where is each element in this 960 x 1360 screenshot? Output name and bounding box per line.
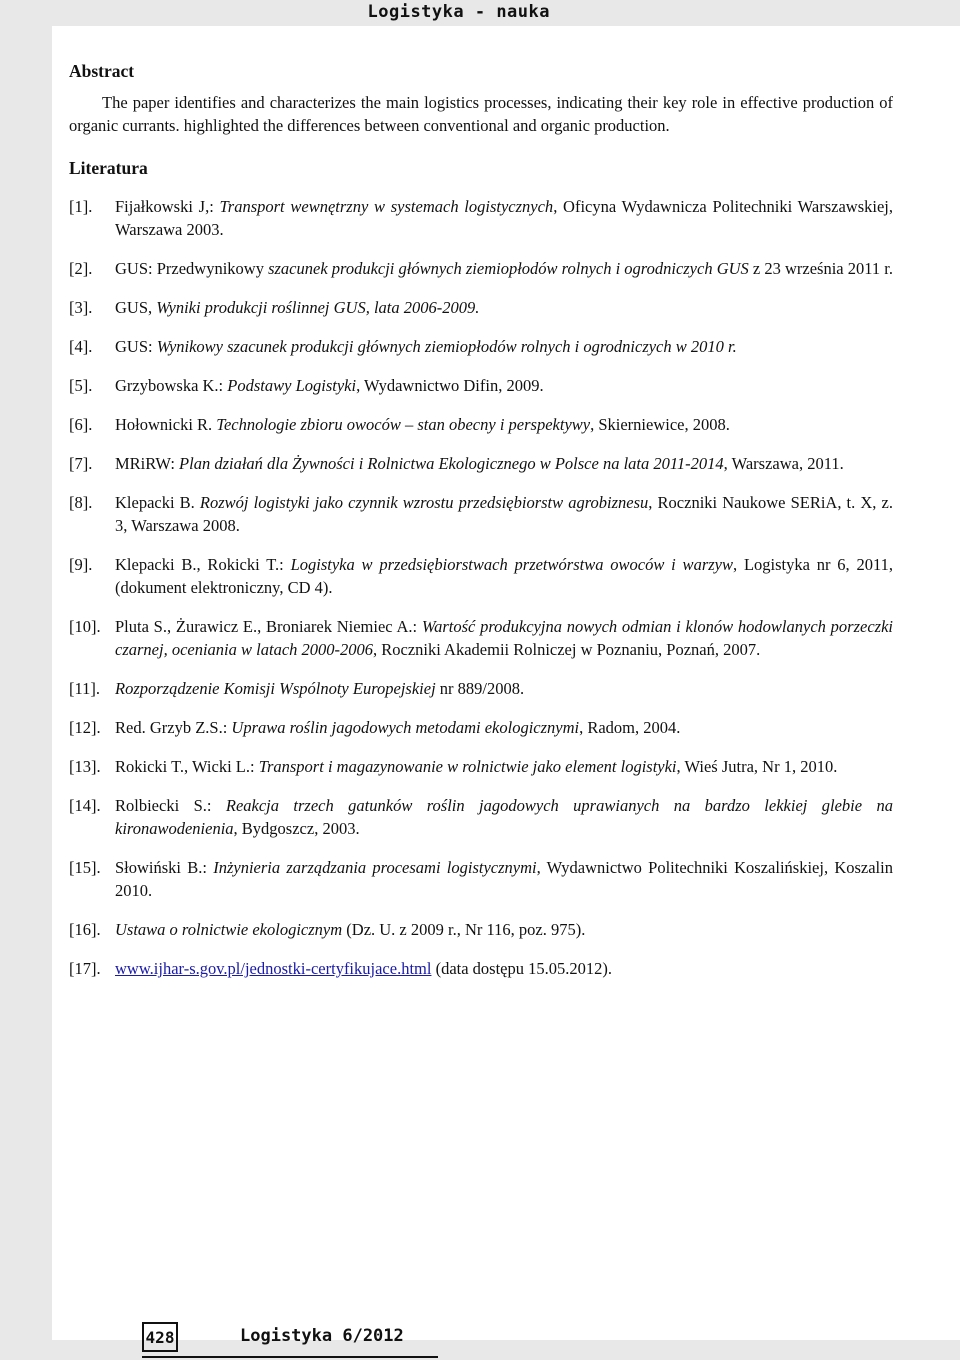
reference-number: [1].	[69, 197, 93, 216]
reference-title: Inżynieria zarządzania procesami logistycznymi	[213, 858, 537, 877]
reference-number: [2].	[69, 259, 93, 278]
reference-number: [14].	[69, 796, 101, 815]
reference-text	[115, 677, 893, 700]
reference-title: Plan działań dla Żywności i Rolnictwa Ekologicznego w Polsce na lata 2011-2014	[179, 454, 724, 473]
reference-number: [5].	[69, 376, 93, 395]
reference-segment: Rokicki T., Wicki L.:	[115, 757, 259, 776]
reference-list	[69, 195, 893, 980]
reference-segment: , Wieś Jutra, Nr 1, 2010.	[676, 757, 838, 776]
page-number: 428	[142, 1322, 178, 1352]
reference-text	[115, 553, 893, 599]
reference-segment: , Oficyna Wydawnicza Politechniki Warszawskiej, Warszawa 2003.	[115, 197, 893, 239]
reference-number: [17].	[69, 959, 101, 978]
reference-segment: (data dostępu 15.05.2012).	[431, 959, 613, 978]
reference-title: Rozporządzenie Komisji Wspólnoty Europejskiej	[115, 679, 436, 698]
reference-title: Wyniki produkcji roślinnej GUS, lata 2006-2009.	[156, 298, 480, 317]
page	[52, 26, 960, 1347]
reference-item	[69, 413, 893, 436]
reference-number: [3].	[69, 298, 93, 317]
reference-item	[69, 374, 893, 397]
reference-item	[69, 615, 893, 661]
reference-text	[115, 755, 893, 778]
reference-text	[115, 413, 893, 436]
content	[69, 60, 893, 996]
reference-segment: , Logistyka nr 6, 2011, (dokument elektroniczny, CD 4).	[115, 555, 893, 597]
reference-text	[115, 856, 893, 902]
reference-segment: , Wydawnictwo Difin, 2009.	[356, 376, 544, 395]
reference-title: Logistyka w przedsiębiorstwach przetwórstwa owoców i warzyw	[290, 555, 733, 574]
reference-text	[115, 794, 893, 840]
reference-segment: Red. Grzyb Z.S.:	[115, 718, 232, 737]
reference-number: [11].	[69, 679, 101, 698]
literatura-heading: Literatura	[69, 158, 148, 178]
reference-segment: , Skierniewice, 2008.	[590, 415, 730, 434]
reference-segment: , Roczniki Naukowe SERiA, t. X, z. 3, Warszawa 2008.	[115, 493, 893, 535]
reference-item	[69, 856, 893, 902]
reference-segment: Klepacki B., Rokicki T.:	[115, 555, 291, 574]
reference-title: Transport wewnętrzny w systemach logistycznych	[219, 197, 554, 216]
reference-segment: , Radom, 2004.	[579, 718, 681, 737]
reference-segment: , Roczniki Akademii Rolniczej w Poznaniu, Poznań, 2007.	[373, 640, 761, 659]
footer-rule	[142, 1356, 438, 1358]
reference-segment: GUS:	[115, 337, 157, 356]
reference-title: Technologie zbioru owoców – stan obecny i perspektywy	[216, 415, 591, 434]
page-footer	[142, 1322, 438, 1360]
reference-number: [12].	[69, 718, 101, 737]
reference-segment: Grzybowska K.:	[115, 376, 228, 395]
reference-item	[69, 794, 893, 840]
reference-item	[69, 452, 893, 475]
reference-item	[69, 755, 893, 778]
header-title: Logistyka - nauka	[367, 2, 550, 22]
reference-segment: , Warszawa, 2011.	[723, 454, 844, 473]
reference-title: Ustawa o rolnictwie ekologicznym	[115, 920, 343, 939]
reference-text	[115, 335, 893, 358]
reference-segment: Pluta S., Żurawicz E., Broniarek Niemiec A.:	[115, 617, 422, 636]
reference-text	[115, 257, 893, 280]
reference-text	[115, 615, 893, 661]
reference-segment: Słowiński B.:	[115, 858, 214, 877]
reference-text	[115, 296, 893, 319]
reference-segment: Klepacki B.	[115, 493, 200, 512]
reference-item	[69, 257, 893, 280]
reference-segment: GUS,	[115, 298, 157, 317]
reference-title: Reakcja trzech gatunków roślin jagodowych uprawianych na bardzo lekkiej glebie na kironawodenienia	[115, 796, 893, 838]
abstract-heading: Abstract	[69, 61, 135, 81]
reference-title: Rozwój logistyki jako czynnik wzrostu przedsiębiorstw agrobiznesu	[199, 493, 649, 512]
reference-item	[69, 296, 893, 319]
reference-segment: GUS: Przedwynikowy	[115, 259, 269, 278]
reference-segment: Rolbiecki S.:	[115, 796, 226, 815]
reference-title: Uprawa roślin jagodowych metodami ekologicznymi	[231, 718, 580, 737]
reference-title: Transport i magazynowanie w rolnictwie jako element logistyki	[258, 757, 677, 776]
reference-item	[69, 716, 893, 739]
running-header	[0, 0, 960, 26]
reference-number: [6].	[69, 415, 93, 434]
reference-segment: (Dz. U. z 2009 r., Nr 116, poz. 975).	[342, 920, 586, 939]
reference-text	[115, 195, 893, 241]
reference-title: Wynikowy szacunek produkcji głównych ziemiopłodów rolnych i ogrodniczych w 2010 r.	[156, 337, 737, 356]
reference-number: [10].	[69, 617, 101, 636]
reference-text	[115, 957, 893, 980]
reference-segment: z 23 września 2011 r.	[748, 259, 893, 278]
reference-link[interactable]: www.ijhar-s.gov.pl/jednostki-certyfikujace.html	[115, 959, 432, 978]
reference-number: [16].	[69, 920, 101, 939]
reference-title: szacunek produkcji głównych ziemiopłodów rolnych i ogrodniczych GUS	[268, 259, 749, 278]
reference-item	[69, 195, 893, 241]
reference-title: Podstawy Logistyki	[227, 376, 357, 395]
reference-item	[69, 677, 893, 700]
reference-item	[69, 491, 893, 537]
reference-item	[69, 957, 893, 980]
reference-item	[69, 335, 893, 358]
reference-number: [9].	[69, 555, 93, 574]
reference-segment: Fijałkowski J,:	[115, 197, 220, 216]
reference-text	[115, 374, 893, 397]
reference-text	[115, 716, 893, 739]
reference-number: [4].	[69, 337, 93, 356]
reference-text	[115, 452, 893, 475]
journal-title: Logistyka 6/2012	[240, 1326, 404, 1346]
reference-number: [8].	[69, 493, 93, 512]
reference-segment: , Bydgoszcz, 2003.	[233, 819, 360, 838]
reference-segment: Hołownicki R.	[115, 415, 217, 434]
reference-segment: , Wydawnictwo Politechniki Koszalińskiej, Koszalin 2010.	[115, 858, 893, 900]
reference-segment: MRiRW:	[115, 454, 180, 473]
reference-text	[115, 491, 893, 537]
abstract-text: The paper identifies and characterizes the main logistics processes, indicating their key role in effective production of organic currants. highlighted the differences between conventional and organic production.	[69, 93, 893, 135]
reference-title: Wartość produkcyjna nowych odmian i klonów hodowlanych porzeczki czarnej, oceniania w latach 2000-2006	[115, 617, 893, 659]
reference-segment: nr 889/2008.	[435, 679, 525, 698]
reference-item	[69, 918, 893, 941]
reference-text	[115, 918, 893, 941]
reference-item	[69, 553, 893, 599]
reference-number: [15].	[69, 858, 101, 877]
reference-number: [7].	[69, 454, 93, 473]
reference-number: [13].	[69, 757, 101, 776]
